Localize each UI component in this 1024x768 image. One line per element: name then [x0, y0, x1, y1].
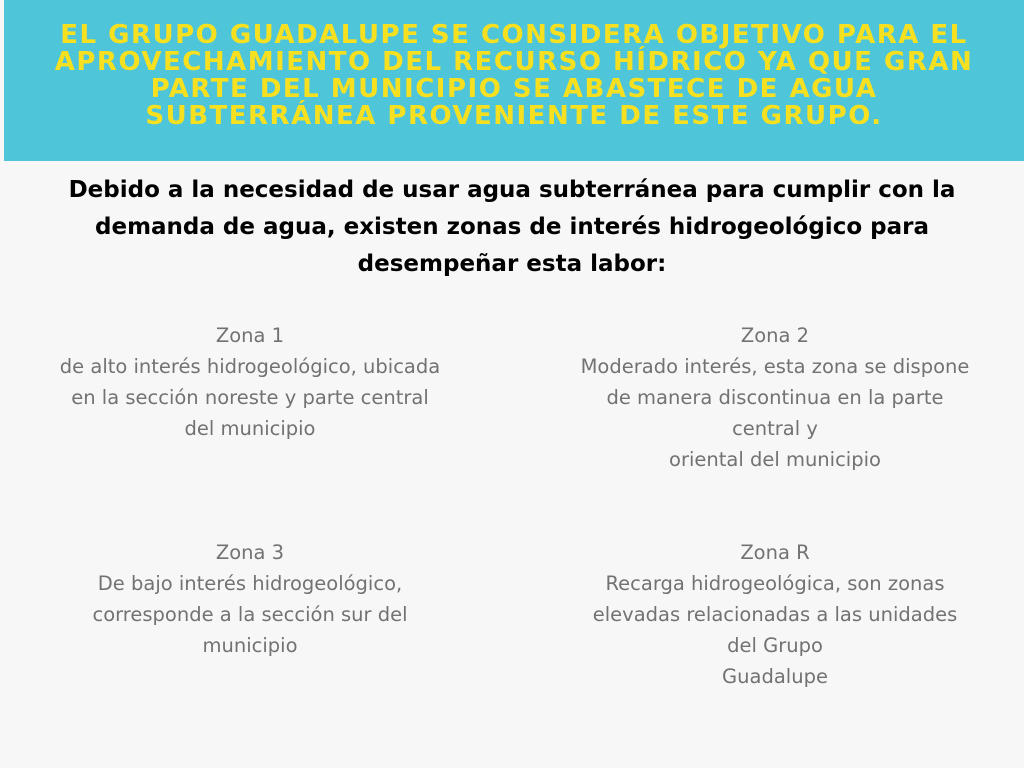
zone-r-description-line: del Grupo	[727, 634, 823, 657]
zone-1-title: Zona 1	[215, 324, 285, 347]
zone-3-description-line: De bajo interés hidrogeológico,	[97, 572, 403, 595]
zone-2-description-line: Moderado interés, esta zona se dispone	[580, 355, 970, 378]
zone-3-description-line: municipio	[202, 634, 298, 657]
zone-2-title: Zona 2	[740, 324, 810, 347]
zone-2-description-line: de manera discontinua en la parte	[606, 386, 944, 409]
zone-r-description-line: Guadalupe	[722, 665, 828, 688]
zone-r-block	[540, 537, 1010, 692]
intro-text: Debido a la necesidad de usar agua subterránea para cumplir con la demanda de agua, existen zonas de interés hidrogeológico para desempeñar esta labor:	[68, 177, 956, 277]
zone-1-description-line: en la sección noreste y parte central	[71, 386, 429, 409]
banner-title: EL GRUPO GUADALUPE SE CONSIDERA OBJETIVO PARA EL APROVECHAMIENTO DEL RECURSO HÍDRICO YA QUE GRAN PARTE DEL MUNICIPIO SE ABASTECE DE AGUA SUBTERRÁNEA PROVENIENTE DE ESTE GRUPO.	[54, 20, 974, 131]
zone-r-description-line: Recarga hidrogeológica, son zonas	[605, 572, 945, 595]
zone-2-block	[540, 320, 1010, 475]
zone-3-description-line: corresponde a la sección sur del	[92, 603, 408, 626]
zone-2-description-line: central y	[732, 417, 818, 440]
zone-1-description-line: del municipio	[184, 417, 316, 440]
zone-1-block	[15, 320, 485, 444]
zone-3-title: Zona 3	[215, 541, 285, 564]
zone-3-block	[15, 537, 485, 661]
header-banner	[4, 0, 1024, 161]
zone-1-description-line: de alto interés hidrogeológico, ubicada	[59, 355, 441, 378]
zone-r-description-line: elevadas relacionadas a las unidades	[592, 603, 958, 626]
zone-2-description-line: oriental del municipio	[669, 448, 881, 471]
zone-r-title: Zona R	[740, 541, 810, 564]
